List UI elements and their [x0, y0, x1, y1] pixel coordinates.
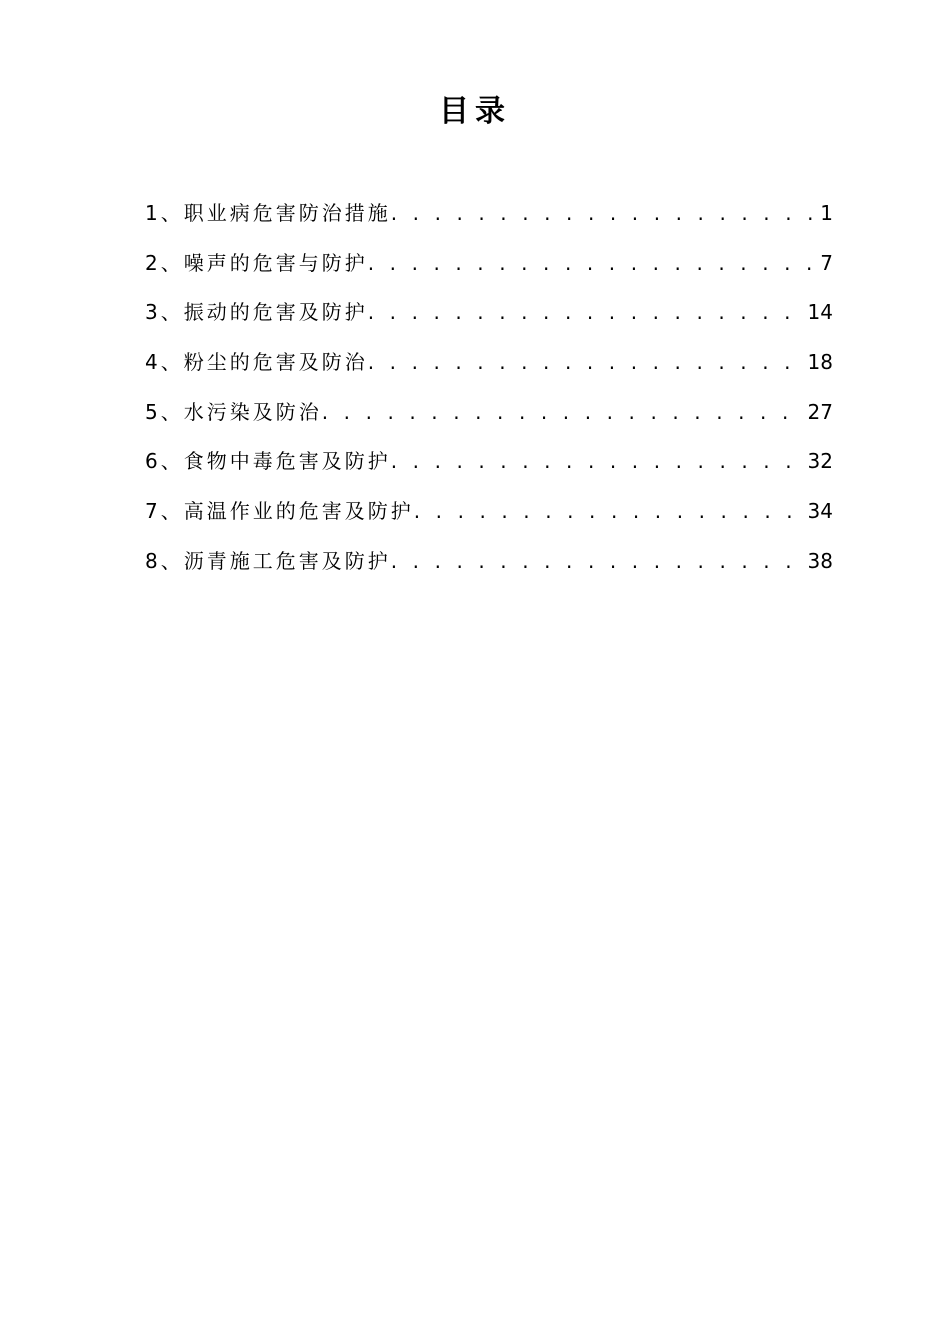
toc-entry[interactable]	[145, 394, 833, 444]
toc-entry[interactable]	[145, 493, 833, 543]
toc-entry-text: 8、沥青施工危害及防护	[145, 548, 391, 573]
toc-entry[interactable]	[145, 195, 833, 245]
toc-entry[interactable]	[145, 245, 833, 295]
toc-entry-text: 7、高温作业的危害及防护	[145, 499, 414, 524]
toc-page-number: 34	[807, 499, 833, 524]
toc-page-number: 1	[820, 201, 833, 225]
toc-entry-text: 3、振动的危害及防护	[145, 300, 368, 325]
toc-page-number: 7	[820, 250, 833, 275]
toc-dot-leader	[391, 443, 806, 479]
toc-entry-text: 1、职业病危害防治措施	[145, 201, 391, 225]
toc-entry-text: 6、食物中毒危害及防护	[145, 449, 391, 474]
toc-entry[interactable]	[145, 443, 833, 493]
toc-page-number: 27	[807, 399, 833, 424]
toc-dot-leader	[414, 493, 806, 529]
toc-dot-leader	[322, 394, 806, 430]
toc-page-number: 14	[807, 300, 833, 325]
toc-entry-text: 2、噪声的危害与防护	[145, 250, 368, 275]
toc-page-number: 32	[807, 449, 833, 474]
toc-page-number: 18	[807, 350, 833, 375]
toc-entry-text: 4、粉尘的危害及防治	[145, 350, 368, 375]
toc-entry-text: 5、水污染及防治	[145, 399, 322, 424]
table-of-contents	[145, 195, 833, 593]
toc-entry[interactable]	[145, 344, 833, 394]
toc-title: 目录	[439, 94, 511, 129]
toc-dot-leader	[368, 294, 806, 330]
toc-dot-leader	[391, 543, 806, 579]
toc-page-number: 38	[807, 548, 833, 573]
toc-dot-leader	[368, 245, 819, 281]
toc-dot-leader	[368, 344, 806, 380]
toc-entry[interactable]	[145, 294, 833, 344]
toc-dot-leader	[391, 195, 819, 231]
toc-entry[interactable]	[145, 543, 833, 593]
